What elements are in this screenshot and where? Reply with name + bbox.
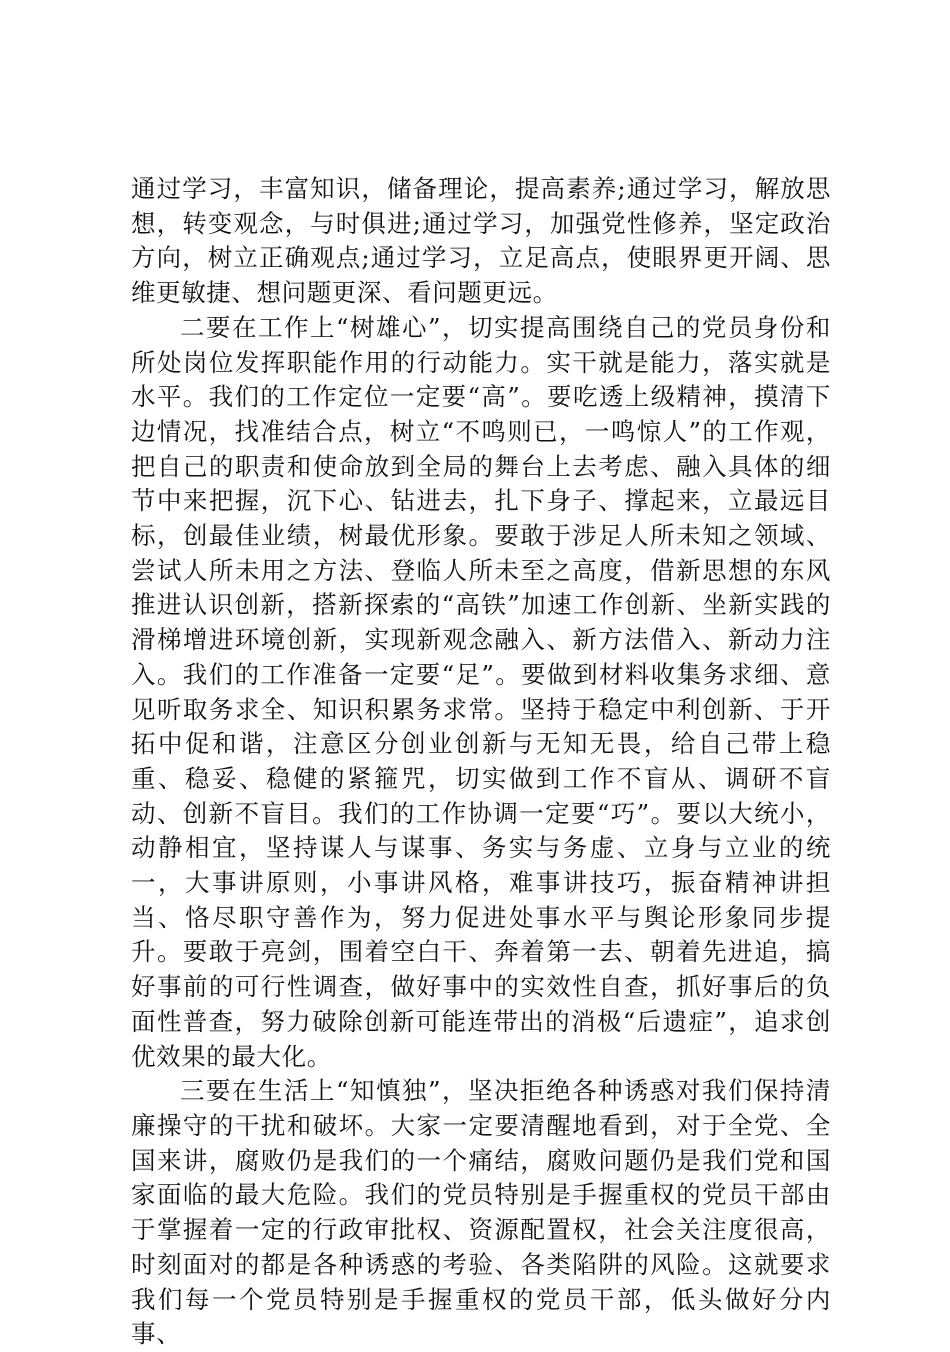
paragraph-life: 三要在生活上“知慎独”，坚决拒绝各种诱惑对我们保持清廉操守的干扰和破坏。大家一定要清醒地看到，对于全党、全国来讲，腐败仍是我们的一个痛结，腐败问题仍是我们党和国家面临的最大危险。我们的党员特别是手握重权的党员干部由于掌握着一定的行政审批权、资源配置权，社会关注度很高，时刻面对的都是各种诱惑的考验、各类陷阱的风险。这就要求我们每一个党员特别是手握重权的党员干部，低头做好分内事、: [131, 1076, 831, 1349]
paragraph-work: 二要在工作上“树雄心”，切实提高围绕自己的党员身份和所处岗位发挥职能作用的行动能力。实干就是能力，落实就是水平。我们的工作定位一定要“高”。要吃透上级精神，摸清下边情况，找准结合点，树立“不鸣则已，一鸣惊人”的工作观，把自己的职责和使命放到全局的舞台上去考虑、融入具体的细节中来把握，沉下心、钻进去，扎下身子、撑起来，立最远目标，创最佳业绩，树最优形象。要敢于涉足人所未知之领域、尝试人所未用之方法、登临人所未至之高度，借新思想的东风推进认识创新，搭新探索的“高铁”加速工作创新、坐新实践的滑梯增进环境创新，实现新观念融入、新方法借入、新动力注入。我们的工作准备一定要“足”。要做到材料收集务求细、意见听取务求全、知识积累务求常。坚持于稳定中利创新、于开拓中促和谐，注意区分创业创新与无知无畏，给自己带上稳重、稳妥、稳健的紧箍咒，切实做到工作不盲从、调研不盲动、创新不盲目。我们的工作协调一定要“巧”。要以大统小，动静相宜，坚持谋人与谋事、务实与务虚、立身与立业的统一，大事讲原则，小事讲风格，难事讲技巧，振奋精神讲担当、恪尽职守善作为，努力促进处事水平与舆论形象同步提升。要敢于亮剑，围着空白干、奔着第一去、朝着先进追，搞好事前的可行性调查，做好事中的实效性自查，抓好事后的负面性普查，努力破除创新可能连带出的消极“后遗症”，追求创优效果的最大化。: [131, 312, 831, 1071]
document-body: [131, 172, 831, 1352]
paragraph-study: 通过学习，丰富知识，储备理论，提高素养;通过学习，解放思想，转变观念，与时俱进;通过学习，加强党性修养，坚定政治方向，树立正确观点;通过学习，立足高点，使眼界更开阔、思维更敏捷、想问题更深、看问题更远。: [131, 174, 831, 308]
